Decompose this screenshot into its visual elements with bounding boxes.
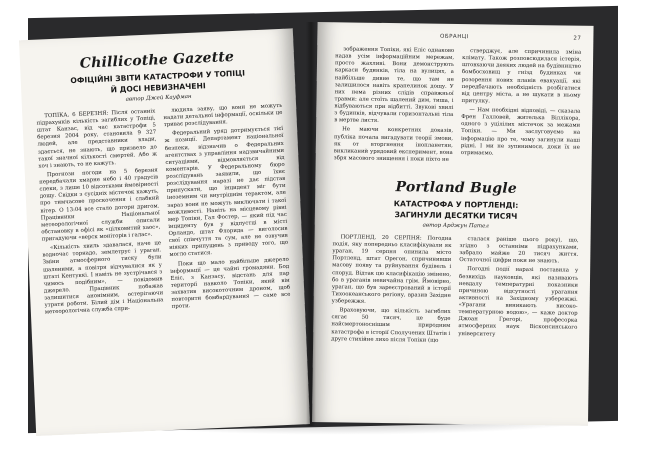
left-page bbox=[19, 28, 310, 436]
article-column-1 bbox=[331, 234, 452, 347]
paragraph: зображення Топіки, які Еліс однаково надав усім інформаційним мережам, просто жахливі. Вони демонструють каркаси будинків, тіла на вулицях, а найбільше дивне те, що там не залишилося навіть крапелинок дощу. У них нема різних слідів справжньої травми: але стоїть шалений дим, тиша, і відбуваються при відбитті. Звукові хвилі з будинків, відчували горизонтальні тіла в мертве листя. bbox=[334, 46, 455, 125]
article-column-1 bbox=[334, 46, 455, 166]
article-column-2 bbox=[461, 48, 582, 168]
running-head: ОБРАНЦІ bbox=[439, 33, 469, 41]
book-gutter bbox=[306, 22, 316, 426]
right-page bbox=[312, 22, 594, 426]
article-byline: автор Джей Кауфман bbox=[125, 93, 192, 103]
page-header bbox=[335, 32, 581, 41]
article-column-2 bbox=[458, 236, 579, 349]
paragraph: Не маючи конкретних доказів, публіка почала вигадувати теорії змови, як от вторгнення іноплaнетян, викликаний урядовий експеримент, вона збря масового знищення і поки ніхто не bbox=[333, 126, 454, 163]
paragraph: людила заяву, що вони не можуть надати детальної інформації, оскільки це триває розслідування. bbox=[163, 102, 283, 129]
article-headline-line2: Й ДОСІ НЕВИЗНАЧЕНІ bbox=[110, 81, 206, 95]
paragraph: Прогнози погоди на 5 березня передбачали хмарне небо і 40 градусів спеки, з лише 10 відсотками ймовірності дощу. Свідки з сусідніх містечок кажуть, про тимчасове проскочення і слабкий вітер. О 13:04 все стало догори дригом. Працівники Національної метеорологічної служби описали обстановку в офісі як «цілковитий хаос», пригадуючи «верск моніторів і галас». bbox=[39, 167, 161, 243]
newspaper-masthead: Portland Bugle bbox=[395, 179, 518, 197]
article-columns-bottom bbox=[331, 234, 579, 348]
paragraph: ПОРТЛЕНД, 20 СЕРПНЯ: Погодна подія, яку попередньо класифікували як ураган, 19 серпня опинила місто Портленд, штат Орегон, спричинивши масову появу та руйнування будівель і споруд. Відтак цю класифікацію змінено, бо в ураганів невичайна грім. Ймовірно, ураган, що був зареєстрований в історії Тихоокеанського регіону, вразив Західне узбережжя. bbox=[331, 234, 452, 305]
paragraph: Погодні події наразі поставила у безвихідь науковців, які називають невдалу температурні показники причиною відсутності урагання активності на Західному узбережжі. «Урагани виникають високо-температурною водою», — каже доктор Джоан Грегорі, професорка атмосферних наук Віскoнсинського університету bbox=[458, 266, 579, 338]
newspaper-masthead: Chillicothe Gazette bbox=[79, 48, 235, 72]
article-columns-top bbox=[334, 46, 582, 167]
paragraph: «Кількість хвиль здавалася, наче це водночас торнадо, землетрус і ураган. Зміни атмосферного тиску були шаленими, а повітря відчувалися як у штаті Кентуккі. І навіть не зустрічався з чимось подібним», — повідомив джерело. Працівник побажав залишитися анонімним, остерігаючи утрати роботи. Білий дім і Національна метеорологічна служба спри- bbox=[42, 240, 164, 316]
paragraph: сталася раніше цього року), що, згідно з останніми підрахунками, забрало майже 20 тисяч життя. Остаточної цифри поки не знають. bbox=[459, 236, 579, 265]
paragraph: Поки що мало найбільше джерело інформації — це чайні громадяни. Бод Еліс, з Канзасу, відстань для пар території навколо Топіки, який він захватив високоточним дроном, щоб повторити бомбардування — саме все проти. bbox=[170, 256, 291, 311]
article-headline-line1: КАТАСТРОФА У ПОРТЛЕНДІ: bbox=[393, 199, 519, 210]
article-column-2 bbox=[163, 103, 291, 313]
article-byline: автор Арджун Пател bbox=[422, 222, 489, 230]
article-headline-line2: ЗАГИНУЛИ ДЕСЯТКИ ТИСЯЧ bbox=[394, 210, 518, 222]
paragraph: стверджує, але спричинила зміна клімату. Також розповсюдилася істерія, штовхаючи деяких людей на будівництво бомбосховищ у гнізд будинках чи розорення нових планів евакуації, які передбачають необхідність розбігатися від центру міста, а не шукати в ньому притулку. bbox=[461, 48, 582, 105]
article-columns bbox=[36, 103, 291, 319]
paragraph: Федеральний уряд дотримується тієї ж позиції. Департамент національної безпеки, відзначив о Федеральних агентствах з управління надзвичайними ситуаціями, відмовляється від коментарів. У Федеральному бюро розслідувань заявили, що їхнє розслідування наразі не дає підстав припускати, що інцидент міг бути іноземним чи внутрішнім терактом, але зараз вони не можуть виключати і такої можливості. Наніть на місцевому рівні мер Топіки, Гал Фостер, — який під час інциденту був у відпустці в місті Орландо, штат Флорида — виголосив свої співчуття та сум, але не озвучив ніяких припущень з приводу того, що могло статися. bbox=[164, 126, 289, 259]
paragraph: — Нам необхідні відповіді, — сказала Френ Галловей, жителька Віллікора, одного з уцілілих містечок за межами Топіки. — Ми заслуговуємо на інформацію про те, чому загинули наші рідні. І ми не зупинимося, доки їх не отримаємо. bbox=[460, 107, 581, 157]
article-headline-line1: ОФІЦІЙНІ ЗВІТИ КАТАСТРОФИ У ТОПІЦІ bbox=[70, 68, 246, 86]
paragraph: ТОПІКА, 6 БЕРЕЗНЯ: Після останніх підрахунків кількість загиблих у Топіці, штат Канзас, від час катастрофи 5 березня 2004 року, становила 9 327 людей, але представники влади, здається, не знають, що призвело до такої значної кількості смертей. Або ж хоч і знають, то не кажуть. bbox=[36, 108, 158, 170]
page-number: 27 bbox=[573, 35, 582, 42]
article-column-1 bbox=[36, 108, 164, 318]
paragraph: Враховуючи, що кількість загиблих сягає 50 тисяч, це буде найсмертоноснішим природним катастрофа в історії Сполучених Штатів і друге стихійне лихо після Топіки (що bbox=[331, 307, 451, 344]
